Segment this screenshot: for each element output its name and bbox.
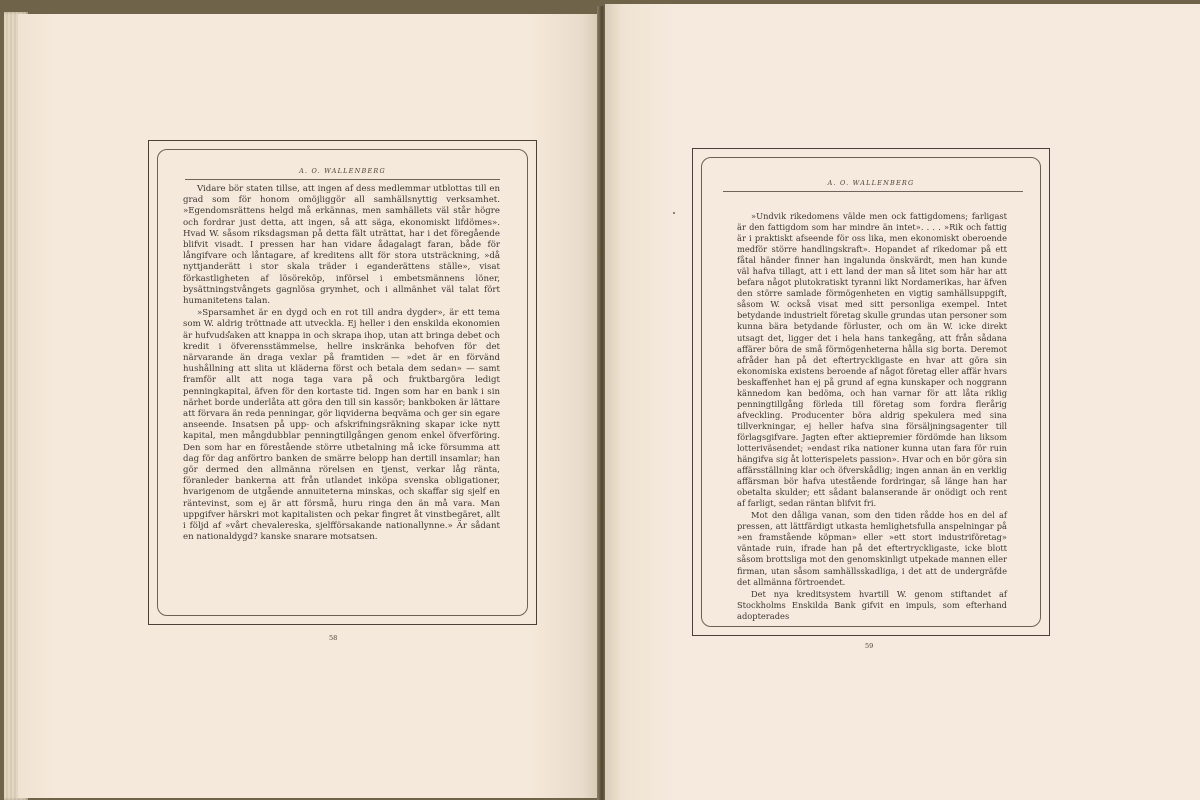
header-rule (185, 179, 500, 180)
header-rule (723, 191, 1023, 192)
paragraph: »Undvik rikedomens välde men ock fattigdomens; farligast är den fattigdom som har mindre än intet». . . . »Rik och fattig är i praktiskt afseende för oss lika, men ekonomiskt oberoende medför större handlingskraft». Hopandet af rikedomar på ett fåtal händer finner han ingalunda önskvärdt, men han kunde väl hafva tillagt, att i ett land der man så litet som här har att befara något plutokratiskt tyranni likt Nordamerikas, har äfven den större samlade förmögenheten en vigtig samhällsuppgift, såsom W. också visat med sitt personliga exempel. Intet betydande industrielt företag skulle grundas utan personer som kunna bära betydande förluster, och om än W. icke direkt utsagt det, ligger det i hela hans tankegång, att från sådana affärer böra de små förmögenheterna hålla sig borta. Deremot afråder han på det eftertryckligaste en hvar att göra sin ekonomiska existens beroende af något företag eller affär hvars beskaffenhet han ej på grund af egna kunskaper och noggrann kännedom kan bedöma, och han varnar för att låta riklig penningtillgång förleda till företag som fordra flerårig afveckling. Producenter böra aldrig spekulera med sina tillverkningar, ej heller hafva sina försäljningsagenter till förlagsgifvare. Jagten efter aktiepremier fördömde han liksom lotteriväsendet; »endast rika nationer kunna utan fara för ruin hängifva sig åt lotterispelets passion». Hvar och en bör göra sin affärsställning klar och öfverskådlig; ingen annan än en verklig affärsman bör hafva utestående fordringar, så länge han har obetalta skulder; ett sådant balanserande är onödigt och rent af farligt, sedan räntan blifvit fri. (737, 211, 1007, 509)
right-page-body (737, 211, 1007, 622)
paper-speck (673, 212, 675, 214)
page-number: 58 (329, 634, 338, 642)
running-head: A. O. WALLENBERG (299, 167, 386, 175)
paragraph: Mot den dåliga vanan, som den tiden rådde hos en del af pressen, att lättfärdigt utkasta hemlighetsfulla anspelningar på »en framstående köpman» eller »ett stort industriföretag» väntade ruin, ifrade han på det eftertryckligaste, icke blott såsom brottsliga mot den genomskinligt utpekade mannen eller firman, utan såsom samhällsskadliga, i det att de undergräfde det allmänna förtroendet. (737, 510, 1007, 587)
paragraph: »Sparsamhet är en dygd och en rot till andra dygder», är ett tema som W. aldrig tröttnade att utveckla. Ej heller i den enskilda ekonomien är hufvudsaken att knappa in och skrapa ihop, utan att bringa debet och kredit i öfverensstämmelse, hellre inskränka behofven för det närvarande än draga vexlar på framtiden — »det är en förvänd hushållning att slita ut kläderna först och betala dem sedan» — samt framför allt att noga taga vara på och fruktbargöra ledigt penningkapital, äfven för den kortaste tid. Ingen som har en bank i sin närhet borde underlåta att göra den till sin kassör; bankboken är lättare att förvara än reda penningar, gör liqviderna beqväma och ger sin egare anseende. Insatsen på upp- och afskrifningsräkning skapar icke nytt kapital, men mångdubblar penningtillgången genom enkel öfverföring. Den som har en förestående större utbetalning må icke försumma att dag för dag anförtro banken de smärre belopp han dertill insamlar; han gör dermed den allmänna rörelsen en tjenst, verkar låg ränta, föranleder bankerna att från utlandet inköpa svenska obligationer, hvarigenom de utgående annuiteterna minskas, och skaffar sig sjelf en räntevinst, som ej är att försmå, huru ringa den än må vara. Man uppgifver härskri mot kapitalisten och pekar fingret åt vinstbegäret, allt i följd af »vårt chevalereska, sjelfförsakande nationallynne.» Är sådant en nationaldygd? kanske snarare motsatsen. (183, 308, 500, 543)
left-text-frame (148, 140, 537, 625)
left-page-body (183, 184, 500, 544)
paragraph: Det nya kreditsystem hvartill W. genom stiftandet af Stockholms Enskilda Bank gifvit en impuls, som efterhand adopterades (737, 588, 1007, 621)
paragraph: Vidare bör staten tillse, att ingen af dess medlemmar utblottas till en grad som för honom omöjliggör all samhällsnyttig verksamhet. »Egendomsrättens helgd må erkännas, men samhällets väl står högre och fordrar just detta, att ingen, så att säga, ekonomiskt lifdömes». Hvad W. såsom riksdagsman på detta fält uträttat, har i det föregående blifvit visadt. I pressen har han vidare ådagalagt faran, både för långifvare och låntagare, af kreditens allt för stora utsträckning, »då nyttjanderätt i stor skala träder i eganderättens ställe», visat förkastligheten af lösöreköp, införsel i embetsmännens löner, bysättningstvångets gagnlösa grymhet, och i allmänhet väl talat fört humanitetens talan. (183, 184, 500, 307)
page-number: 59 (865, 642, 874, 650)
running-head: A. O. WALLENBERG (827, 179, 915, 187)
right-text-frame (692, 148, 1050, 636)
